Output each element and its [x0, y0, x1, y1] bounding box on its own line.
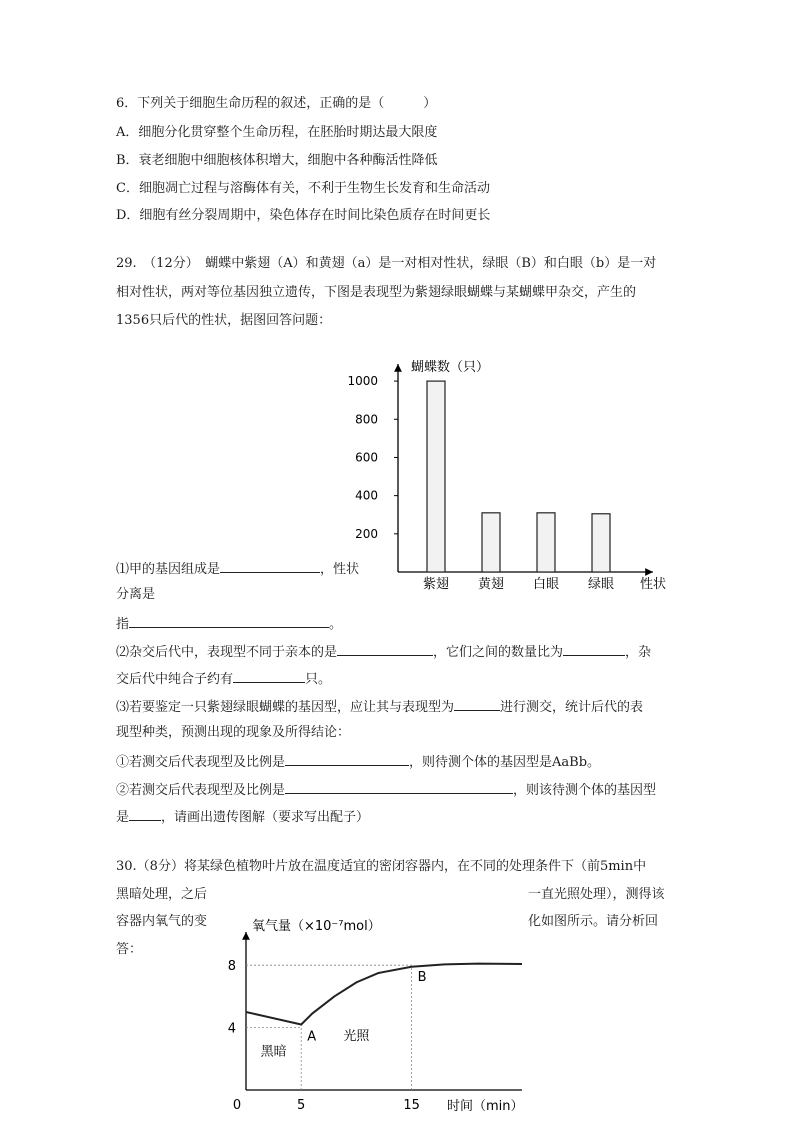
q6-option-c: C．细胞凋亡过程与溶酶体有关，不利于生物生长发育和生命活动	[116, 181, 490, 196]
q29-s3-text-b: 进行测交，统计后代的表	[500, 700, 644, 715]
q29-s2-blank-phenotype[interactable]	[337, 641, 433, 656]
line-chart-y-tick-label: 8	[227, 959, 236, 975]
bar-3	[537, 513, 555, 572]
line-chart-y-tick-label: 4	[227, 1021, 236, 1037]
line-chart-xlabel: 时间（min）	[447, 1099, 524, 1114]
region-label: 黑暗	[260, 1044, 287, 1060]
bar-category-label: 绿眼	[587, 577, 615, 592]
q29-s2-blank-ratio[interactable]	[563, 641, 625, 656]
q29-s3-blank-case1[interactable]	[285, 751, 409, 766]
bar-chart-y-tick-label: 600	[355, 450, 378, 465]
q29-s2-line	[116, 641, 651, 662]
q29-s3-diagram-text: ，请画出遗传图解（要求写出配子）	[161, 810, 370, 825]
q29-s1-line2: 分离是	[116, 587, 156, 602]
q29-s1-line	[116, 558, 359, 579]
q29-s2-text-b: ，它们之间的数量比为	[433, 645, 564, 660]
q30-line1: 30.（8分）将某绿色植物叶片放在温度适宜的密闭容器内，在不同的处理条件下（前5min中	[116, 859, 647, 874]
q29-s3-case1-result: ，则待测个体的基因型是AaBb。	[409, 755, 601, 770]
line-chart-x-tick-label: 0	[232, 1098, 242, 1113]
bar-chart-ylabel: 蝴蝶数（只）	[411, 360, 490, 375]
q29-intro-line3: 1356只后代的性状，据图回答问题：	[116, 313, 332, 328]
q30-line4: 答：	[116, 942, 143, 957]
bar-chart-y-tick-label: 800	[355, 412, 378, 427]
q29-s1-line3	[116, 613, 342, 634]
q29-s3-case1-text: ①若测交后代表现型及比例是	[116, 755, 286, 770]
q29-s3-blank-testcross[interactable]	[454, 696, 500, 711]
q29-s1-blank-genotype[interactable]	[220, 558, 320, 573]
q6-option-b: B．衰老细胞中细胞核体积增大，细胞中各种酶活性降低	[116, 153, 438, 168]
q29-s1-end: 。	[329, 617, 343, 632]
line-chart-x-tick-label: 15	[403, 1098, 420, 1113]
region-label: 光照	[343, 1029, 370, 1045]
point-label-b: B	[417, 970, 427, 986]
bar-chart-y-tick-label: 1000	[347, 374, 378, 389]
q6-stem: 6．下列关于细胞生命历程的叙述，正确的是（ ）	[116, 96, 437, 111]
q29-s3-case1	[116, 751, 600, 772]
bar-chart-xlabel: 性状	[640, 577, 667, 592]
oxygen-curve	[246, 964, 522, 1025]
q29-s2-line2	[116, 668, 331, 689]
point-label-a: A	[307, 1029, 317, 1045]
q29-s3-line	[116, 696, 643, 717]
q29-s3-shi: 是	[116, 810, 130, 825]
line-chart-x-tick-label: 5	[297, 1098, 306, 1113]
q29-intro-line2: 相对性状，两对等位基因独立遗传，下图是表现型为紫翅绿眼蝴蝶与某蝴蝶甲杂交，产生的	[116, 285, 637, 300]
q30-line2a: 黑暗处理，之后	[116, 887, 208, 902]
q29-s2-text-c: ，杂	[625, 645, 652, 660]
q29-s2-text-a: ⑵杂交后代中，表现型不同于亲本的是	[116, 645, 338, 660]
bar-chart-y-tick-label: 200	[355, 526, 378, 541]
q29-s3-case2-line2	[116, 806, 369, 827]
q29-intro-line1: 29. （12分） 蝴蝶中紫翅（A）和黄翅（a）是一对相对性状，绿眼（B）和白眼（b）是一对	[116, 256, 657, 271]
bar-4	[592, 514, 610, 572]
bar-chart-y-tick-label: 400	[355, 488, 378, 503]
q29-s1-text: ⑴甲的基因组成是	[116, 562, 221, 577]
q29-s2-text-d: 交后代中纯合子约有	[116, 672, 234, 687]
bar-category-label: 紫翅	[422, 577, 450, 592]
oxygen-line-chart	[222, 914, 542, 1114]
q6-option-d: D．细胞有丝分裂周期中，染色体存在时间比染色质存在时间更长	[116, 208, 491, 223]
bar-2	[482, 513, 500, 572]
line-chart-ylabel: 氧气量（×10⁻⁷mol）	[252, 919, 381, 934]
q29-s3-case2-result: ，则该待测个体的基因型	[513, 783, 657, 798]
q29-s2-text-e: 只。	[305, 672, 332, 687]
q29-s3-blank-case2[interactable]	[285, 779, 513, 794]
q29-s3-line2: 现型种类，预测出现的现象及所得结论：	[116, 725, 351, 740]
q30-line3b: 化如图所示。请分析回	[528, 914, 659, 929]
bar-category-label: 黄翅	[477, 577, 505, 592]
q29-s2-blank-homozygous[interactable]	[233, 668, 305, 683]
q29-s1-blank-definition[interactable]	[129, 613, 329, 628]
q29-s3-case2-text: ②若测交后代表现型及比例是	[116, 783, 286, 798]
q29-s3-case2	[116, 779, 656, 800]
q29-s3-blank-genotype2[interactable]	[129, 806, 161, 821]
q29-s1-zhi: 指	[116, 617, 130, 632]
q29-s3-text-a: ⑶若要鉴定一只紫翅绿眼蝴蝶的基因型，应让其与表现型为	[116, 700, 455, 715]
bar-category-label: 白眼	[532, 577, 560, 592]
q29-s1-trait-text: ，性状	[320, 562, 360, 577]
q6-option-a: A．细胞分化贯穿整个生命历程，在胚胎时期达最大限度	[116, 125, 438, 140]
bar-1	[427, 381, 445, 572]
butterfly-bar-chart	[345, 350, 667, 592]
q30-line3a: 容器内氧气的变	[116, 914, 208, 929]
q30-line2b: 一直光照处理），测得该	[528, 887, 665, 902]
